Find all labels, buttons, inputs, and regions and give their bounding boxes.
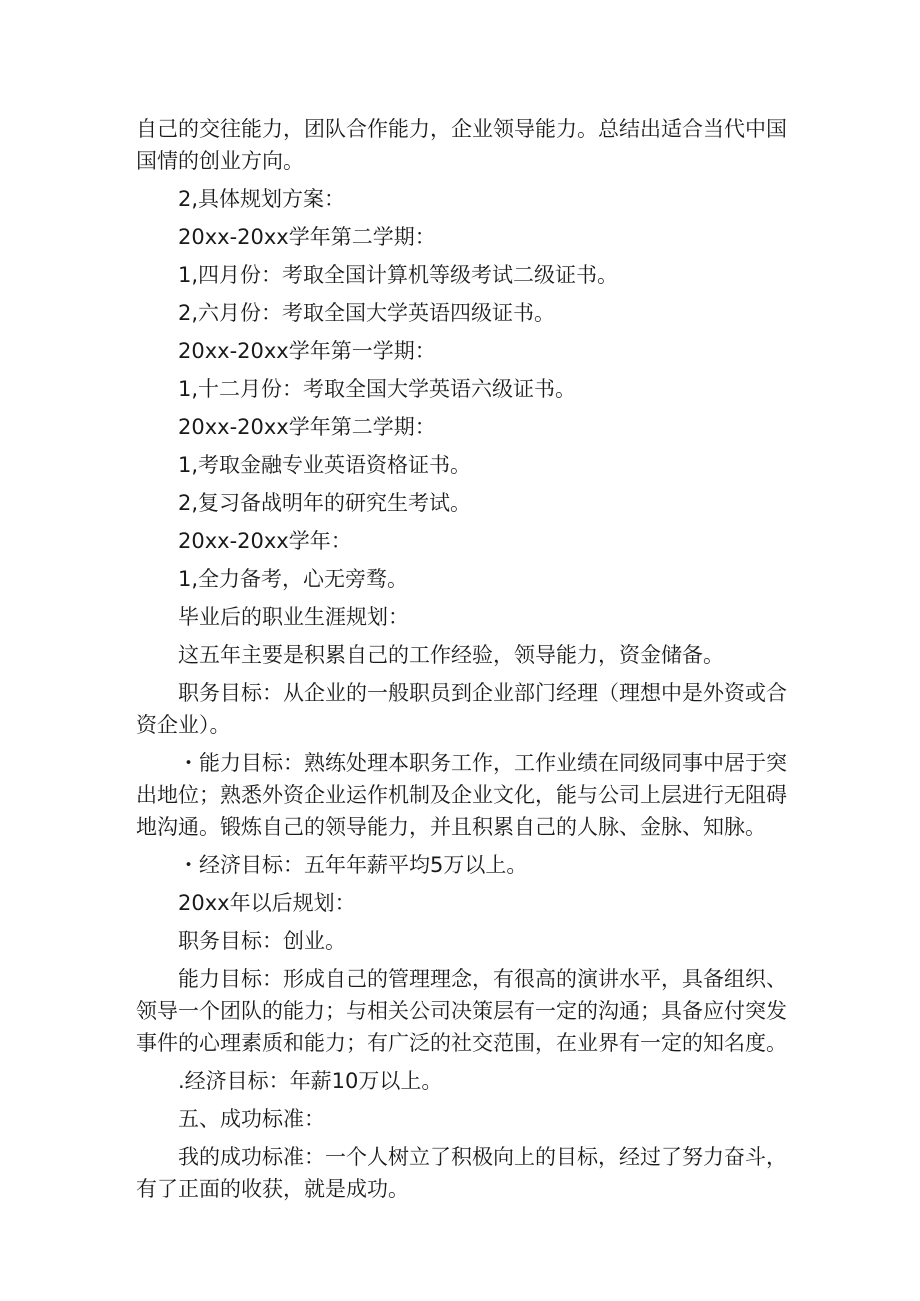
paragraph: 能力目标：形成自己的管理理念，有很高的演讲水平，具备组织、领导一个团队的能力；与相关公司决策层有一定的沟通；具备应付突发事件的心理素质和能力；有广泛的社交范围，在业界有一定的知名度。: [136, 967, 787, 1055]
paragraph: 自己的交往能力，团队合作能力，企业领导能力。总结出适合当代中国国情的创业方向。: [136, 117, 787, 173]
paragraph: 职务目标：创业。: [178, 929, 346, 953]
paragraph: 20xx年以后规划：: [178, 891, 356, 915]
paragraph: 职务目标：从企业的一般职员到企业部门经理（理想中是外资或合资企业）。: [136, 681, 787, 737]
paragraph: 2,六月份：考取全国大学英语四级证书。: [178, 301, 556, 325]
paragraph: ・能力目标：熟练处理本职务工作，工作业绩在同级同事中居于突出地位；熟悉外资企业运作机制及企业文化，能与公司上层进行无阻碍地沟通。锻炼自己的领导能力，并且积累自己的人脉、金脉、知脉。: [136, 751, 787, 839]
paragraph: 1,全力备考，心无旁骛。: [178, 567, 409, 591]
paragraph: 2,具体规划方案：: [178, 187, 346, 211]
paragraph: 2,复习备战明年的研究生考试。: [178, 491, 472, 515]
paragraph: 毕业后的职业生涯规划：: [178, 605, 409, 629]
paragraph: 1,十二月份：考取全国大学英语六级证书。: [178, 377, 577, 401]
paragraph: 我的成功标准：一个人树立了积极向上的目标，经过了努力奋斗，有了正面的收获，就是成功。: [136, 1145, 787, 1201]
paragraph: .经济目标：年薪10万以上。: [178, 1069, 443, 1093]
paragraph: 20xx-20xx学年第一学期：: [178, 339, 436, 363]
paragraph: 五、成功标准：: [178, 1107, 325, 1131]
paragraph: 20xx-20xx学年：: [178, 529, 352, 553]
paragraph: 1,考取金融专业英语资格证书。: [178, 453, 472, 477]
paragraph: 20xx-20xx学年第二学期：: [178, 225, 436, 249]
paragraph: 这五年主要是积累自己的工作经验，领导能力，资金储备。: [178, 643, 724, 667]
paragraph: 20xx-20xx学年第二学期：: [178, 415, 436, 439]
paragraph: 1,四月份：考取全国计算机等级考试二级证书。: [178, 263, 619, 287]
document-body: [136, 113, 796, 1211]
paragraph: ・经济目标：五年年薪平均5万以上。: [178, 853, 528, 877]
